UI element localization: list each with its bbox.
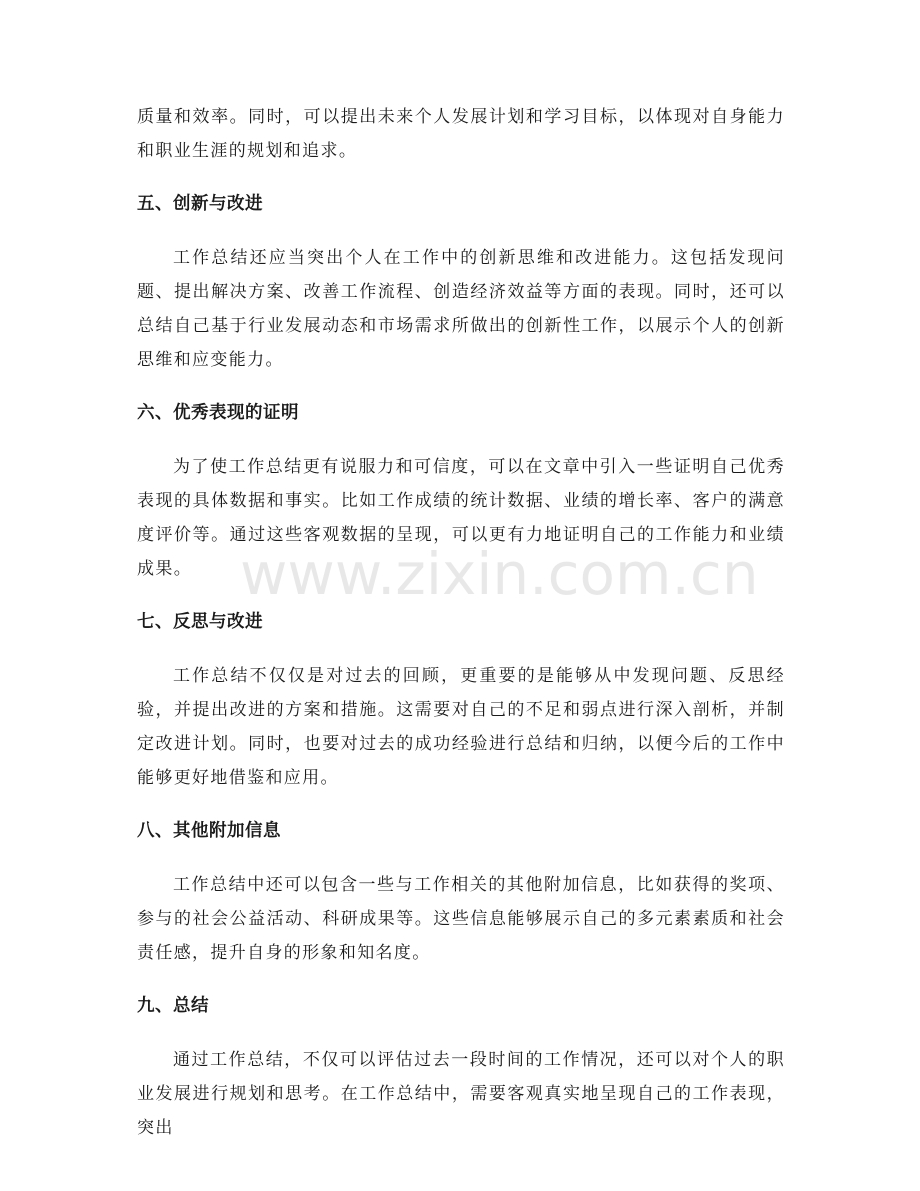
section-heading-9: 九、总结 [137,996,209,1016]
section-body-6: 为了使工作总结更有说服力和可信度，可以在文章中引入一些证明自己优秀表现的具体数据和事实。比如工作成绩的统计数据、业绩的增长率、客户的满意度评价等。通过这些客观数据的呈现，可以更有力地证明自己的工作能力和业绩成果。 [137,457,785,579]
section-heading-5: 五、创新与改进 [137,194,263,214]
section-body-5: 工作总结还应当突出个人在工作中的创新思维和改进能力。这包括发现问题、提出解决方案、改善工作流程、创造经济效益等方面的表现。同时，还可以总结自己基于行业发展动态和市场需求所做出的创新性工作，以展示个人的创新思维和应变能力。 [137,248,785,370]
section-body-9: 通过工作总结，不仅可以评估过去一段时间的工作情况，还可以对个人的职业发展进行规划和思考。在工作总结中，需要客观真实地呈现自己的工作表现，突出 [137,1050,785,1138]
section-body-7: 工作总结不仅仅是对过去的回顾，更重要的是能够从中发现问题、反思经验，并提出改进的方案和措施。这需要对自己的不足和弱点进行深入剖析，并制定改进计划。同时，也要对过去的成功经验进行总结和归纳，以便今后的工作中能够更好地借鉴和应用。 [137,666,785,788]
document-body [137,100,785,1145]
watermark-text: www.zixin.com.cn [240,540,759,608]
section-body-8: 工作总结中还可以包含一些与工作相关的其他附加信息，比如获得的奖项、参与的社会公益活动、科研成果等。这些信息能够展示自己的多元素素质和社会责任感，提升自身的形象和知名度。 [137,875,785,963]
intro-paragraph: 质量和效率。同时，可以提出未来个人发展计划和学习目标，以体现对自身能力和职业生涯的规划和追求。 [137,107,785,161]
section-heading-8: 八、其他附加信息 [137,821,281,841]
section-heading-7: 七、反思与改进 [137,612,263,632]
section-heading-6: 六、优秀表现的证明 [137,403,299,423]
